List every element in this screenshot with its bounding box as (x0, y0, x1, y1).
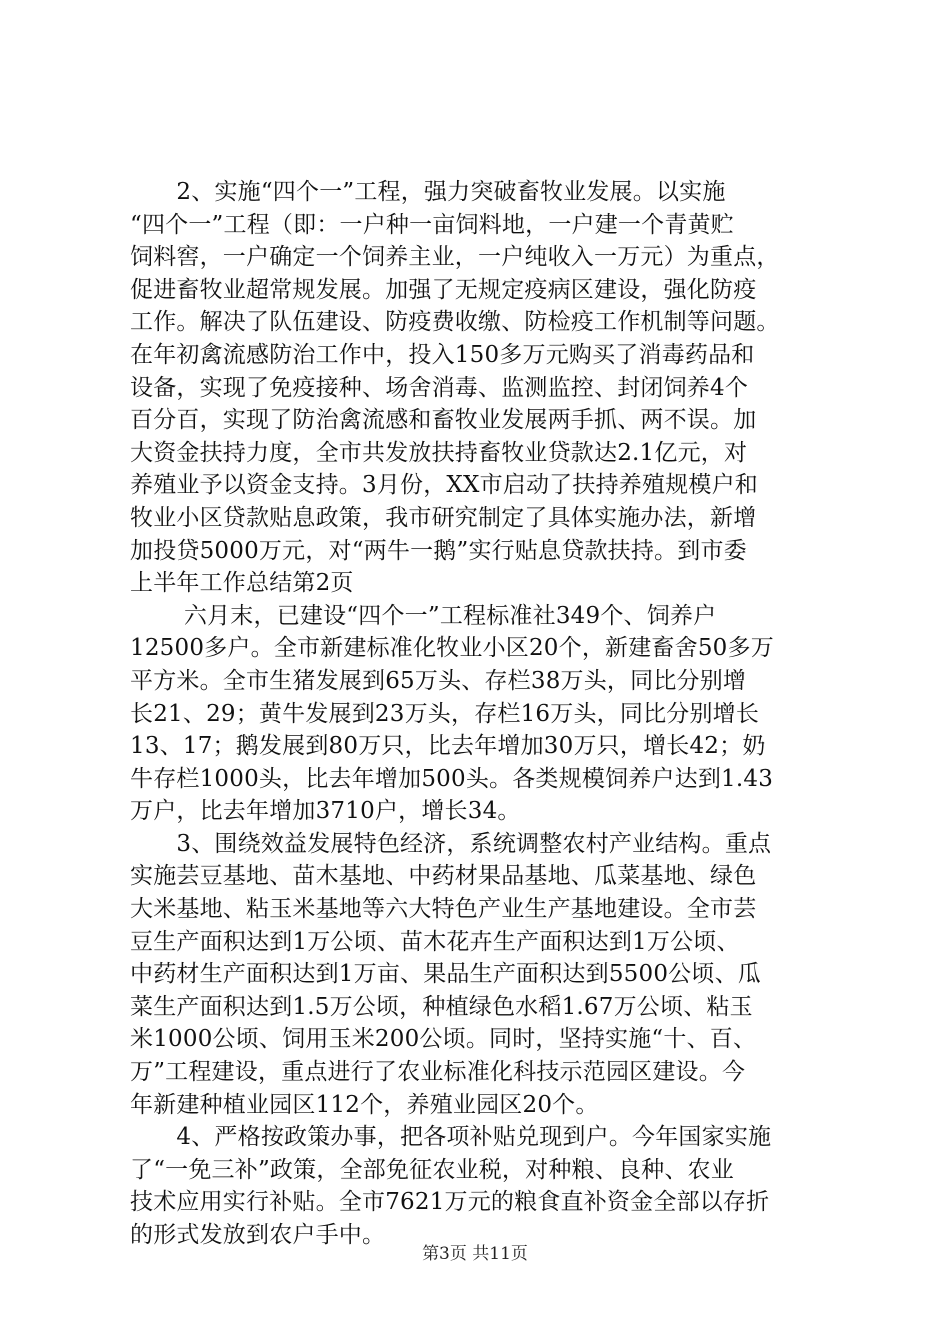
text-line: 长21、29；黄牛发展到23万头，存栏16万头，同比分别增长 (130, 700, 760, 727)
text-line: 六月末，已建设“四个一”工程标准社349个、饲养户 (130, 602, 717, 629)
text-line: 大资金扶持力度，全市共发放扶持畜牧业贷款达2.1亿元，对 (130, 439, 748, 466)
text-line: 牛存栏1000头，比去年增加500头。各类规模饲养户达到1.43 (130, 765, 774, 792)
text-line: 养殖业予以资金支持。3月份，XX市启动了扶持养殖规模户和 (130, 472, 758, 499)
text-line: 米1000公顷、饲用玉米200公顷。同时，坚持实施“十、百、 (130, 1026, 757, 1053)
text-line: 牧业小区贷款贴息政策，我市研究制定了具体实施办法，新增 (130, 504, 757, 531)
text-line: 2、实施“四个一”工程，强力突破畜牧业发展。以实施 (130, 179, 726, 205)
text-line: 技术应用实行补贴。全市7621万元的粮食直补资金全部以存折 (130, 1189, 770, 1216)
text-line: 了“一免三补”政策，全部免征农业税，对种粮、良种、农业 (130, 1156, 734, 1183)
text-line: 菜生产面积达到1.5万公顷，种植绿色水稻1.67万公顷、粘玉 (130, 993, 753, 1020)
text-line: 在年初禽流感防治工作中，投入150多万元购买了消毒药品和 (130, 341, 755, 368)
text-line: 的形式发放到农户手中。 (130, 1222, 386, 1248)
text-line: 大米基地、粘玉米基地等六大特色产业生产基地建设。全市芸 (130, 896, 757, 923)
text-line: 饲料窖，一户确定一个饲养主业，一户纯收入一万元）为重点， (130, 244, 780, 271)
text-line: 13、17；鹅发展到80万只，比去年增加30万只，增长42；奶 (130, 733, 766, 760)
page-footer: 第3页 共11页 (422, 1244, 528, 1264)
text-line: 万”工程建设，重点进行了农业标准化科技示范园区建设。今 (130, 1059, 746, 1086)
text-line: 年新建种植业园区112个，养殖业园区20个。 (130, 1091, 599, 1118)
text-line: 百分百，实现了防治禽流感和畜牧业发展两手抓、两不误。加 (130, 407, 757, 434)
text-line: 平方米。全市生猪发展到65万头、存栏38万头，同比分别增 (130, 667, 747, 694)
text-line: 万户，比去年增加3710户，增长34。 (130, 798, 521, 825)
text-line: 工作。解决了队伍建设、防疫费收缴、防检疫工作机制等问题。 (130, 309, 780, 336)
text-line: 中药材生产面积达到1万亩、果品生产面积达到5500公顷、瓜 (130, 961, 761, 988)
text-line: 促进畜牧业超常规发展。加强了无规定疫病区建设，强化防疫 (130, 276, 757, 303)
text-line: 上半年工作总结第2页 (130, 570, 354, 597)
text-line: 12500多户。全市新建标准化牧业小区20个，新建畜舍50多万 (130, 635, 774, 662)
text-line: 加投贷5000万元，对“两牛一鹅”实行贴息贷款扶持。到市委 (130, 537, 747, 564)
text-line: 设备，实现了免疫接种、场舍消毒、监测监控、封闭饲养4个 (130, 374, 749, 401)
text-line: “四个一”工程（即：一户种一亩饲料地，一户建一个青黄贮 (130, 211, 734, 238)
document-body (130, 176, 850, 1252)
text-line: 实施芸豆基地、苗木基地、中药材果品基地、瓜菜基地、绿色 (130, 863, 757, 890)
text-line: 豆生产面积达到1万公顷、苗木花卉生产面积达到1万公顷、 (130, 928, 740, 955)
text-line: 3、围绕效益发展特色经济，系统调整农村产业结构。重点 (130, 830, 772, 857)
text-line: 4、严格按政策办事，把各项补贴兑现到户。今年国家实施 (130, 1124, 772, 1151)
